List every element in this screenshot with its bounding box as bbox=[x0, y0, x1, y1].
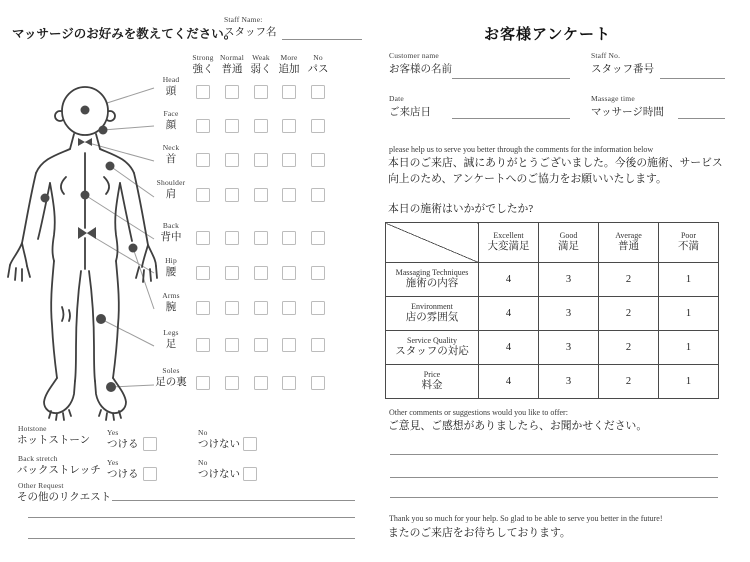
bodypart-label-en-legs: Legs bbox=[163, 328, 179, 337]
rating-col-jp: 満足 bbox=[558, 240, 579, 252]
checkbox-arms-more[interactable] bbox=[282, 301, 296, 315]
staff-no-label-jp: スタッフ番号 bbox=[591, 64, 654, 76]
checkbox-neck-normal[interactable] bbox=[225, 153, 239, 167]
field-customer-name bbox=[389, 52, 452, 76]
rating-cell-massaging-techniques-0[interactable]: 4 bbox=[479, 263, 539, 297]
checkbox-back-stretch-no[interactable] bbox=[243, 467, 257, 481]
bodypart-label-jp-hip: 腰 bbox=[165, 267, 177, 278]
bodypart-label-en-hip: Hip bbox=[165, 256, 177, 265]
rating-row-jp: 施術の内容 bbox=[405, 277, 459, 289]
other-request-input-line[interactable] bbox=[112, 500, 355, 501]
comments-label-jp: ご意見、ご感想がありましたら、お聞かせください。 bbox=[388, 420, 648, 432]
checkbox-hip-strong[interactable] bbox=[196, 266, 210, 280]
checkbox-shoulder-weak[interactable] bbox=[254, 188, 268, 202]
checkbox-soles-weak[interactable] bbox=[254, 376, 268, 390]
checkbox-head-strong[interactable] bbox=[196, 85, 210, 99]
checkbox-legs-more[interactable] bbox=[282, 338, 296, 352]
staff-no-input-line[interactable] bbox=[660, 78, 725, 79]
intensity-header-jp: 強く bbox=[192, 64, 214, 75]
rating-col-en: Average bbox=[615, 230, 642, 240]
bodypart-label-en-arms: Arms bbox=[162, 291, 180, 300]
bodypart-label-en-soles: Soles bbox=[162, 366, 180, 375]
bodypart-label-en-head: Head bbox=[162, 75, 180, 84]
checkbox-neck-weak[interactable] bbox=[254, 153, 268, 167]
checkbox-shoulder-no[interactable] bbox=[311, 188, 325, 202]
checkbox-neck-more[interactable] bbox=[282, 153, 296, 167]
rating-cell-price-3[interactable]: 1 bbox=[659, 365, 719, 399]
checkbox-legs-strong[interactable] bbox=[196, 338, 210, 352]
survey-intro-jp: 本日のご来店、誠にありがとうございました。今後の施術、サービス向上のため、アンケートへのご協力をお願いいたします。 bbox=[388, 157, 723, 185]
rating-cell-massaging-techniques-3[interactable]: 1 bbox=[659, 263, 719, 297]
comments-line-2[interactable] bbox=[390, 477, 718, 478]
rating-row-massaging-techniques bbox=[386, 263, 719, 297]
checkbox-face-more[interactable] bbox=[282, 119, 296, 133]
bodypart-label-jp-arms: 腕 bbox=[165, 302, 177, 313]
rating-col-en: Good bbox=[559, 230, 578, 240]
option-label-jp-back-stretch: バックストレッチ bbox=[17, 465, 101, 476]
customer-name-label-jp: お客様の名前 bbox=[389, 64, 452, 76]
checkbox-neck-no[interactable] bbox=[311, 153, 325, 167]
checkbox-face-weak[interactable] bbox=[254, 119, 268, 133]
rating-row-environment bbox=[386, 297, 719, 331]
intensity-header-en: No bbox=[313, 53, 323, 62]
rating-row-label bbox=[386, 365, 479, 399]
rating-cell-massaging-techniques-1[interactable]: 3 bbox=[539, 263, 599, 297]
massage-time-input-line[interactable] bbox=[678, 118, 725, 119]
massage-time-label-jp: マッサージ時間 bbox=[591, 107, 664, 119]
rating-col-en: Poor bbox=[680, 230, 697, 240]
checkbox-back-more[interactable] bbox=[282, 231, 296, 245]
date-input-line[interactable] bbox=[452, 118, 570, 119]
option-no-jp: つけない bbox=[198, 439, 240, 450]
option-no-en: No bbox=[198, 428, 208, 437]
checkbox-back-strong[interactable] bbox=[196, 231, 210, 245]
rating-col-poor bbox=[659, 223, 719, 263]
checkbox-face-no[interactable] bbox=[311, 119, 325, 133]
checkbox-arms-strong[interactable] bbox=[196, 301, 210, 315]
checkbox-head-no[interactable] bbox=[311, 85, 325, 99]
customer-name-input-line[interactable] bbox=[452, 78, 570, 79]
staff-name-label-en: Staff Name: bbox=[224, 15, 263, 24]
staff-name-label-jp: スタッフ名 bbox=[224, 27, 277, 38]
checkbox-hip-weak[interactable] bbox=[254, 266, 268, 280]
checkbox-neck-strong[interactable] bbox=[196, 153, 210, 167]
rating-row-en: Environment bbox=[411, 301, 453, 311]
checkbox-hip-more[interactable] bbox=[282, 266, 296, 280]
checkbox-face-normal[interactable] bbox=[225, 119, 239, 133]
rating-col-average bbox=[599, 223, 659, 263]
customer-name-label-en: Customer name bbox=[389, 51, 439, 60]
thanks-jp: またのご来店をお待ちしております。 bbox=[388, 527, 571, 539]
bodypart-label-jp-face: 顔 bbox=[165, 120, 177, 131]
intensity-header-en: More bbox=[280, 53, 298, 62]
checkbox-arms-normal[interactable] bbox=[225, 301, 239, 315]
rating-row-jp: 店の雰囲気 bbox=[405, 311, 459, 323]
checkbox-hotstone-no[interactable] bbox=[243, 437, 257, 451]
intensity-header-en: Weak bbox=[252, 53, 270, 62]
request-extra-line-2[interactable] bbox=[28, 538, 355, 539]
checkbox-back-normal[interactable] bbox=[225, 231, 239, 245]
body-diagram bbox=[6, 83, 158, 423]
thanks-en: Thank you so much for your help. So glad to be able to serve you better in the future! bbox=[389, 514, 663, 523]
bodypart-label-en-shoulder: Shoulder bbox=[156, 178, 186, 187]
rating-row-jp: スタッフの対応 bbox=[395, 345, 469, 357]
option-label-en-hotstone: Hotstone bbox=[18, 424, 47, 433]
checkbox-back-stretch-yes[interactable] bbox=[143, 467, 157, 481]
field-massage-time bbox=[591, 95, 664, 119]
option-label-en-back-stretch: Back stretch bbox=[18, 454, 58, 463]
rating-row-label bbox=[386, 297, 479, 331]
intensity-header-jp: 追加 bbox=[278, 64, 300, 75]
rating-diagonal-cell bbox=[386, 223, 479, 263]
checkbox-back-weak[interactable] bbox=[254, 231, 268, 245]
request-extra-line-1[interactable] bbox=[28, 517, 355, 518]
massage-time-label-en: Massage time bbox=[591, 94, 635, 103]
checkbox-shoulder-strong[interactable] bbox=[196, 188, 210, 202]
rating-col-jp: 普通 bbox=[618, 240, 639, 252]
checkbox-head-normal[interactable] bbox=[225, 85, 239, 99]
checkbox-soles-more[interactable] bbox=[282, 376, 296, 390]
comments-label-en: Other comments or suggestions would you like to offer: bbox=[389, 408, 568, 417]
rating-row-en: Service Quality bbox=[407, 335, 457, 345]
comments-line-3[interactable] bbox=[390, 497, 718, 498]
intensity-header-jp: 普通 bbox=[221, 64, 243, 75]
option-yes-en: Yes bbox=[107, 428, 119, 437]
checkbox-head-weak[interactable] bbox=[254, 85, 268, 99]
rating-cell-environment-1[interactable]: 3 bbox=[539, 297, 599, 331]
checkbox-soles-no[interactable] bbox=[311, 376, 325, 390]
rating-cell-environment-2[interactable]: 2 bbox=[599, 297, 659, 331]
checkbox-legs-weak[interactable] bbox=[254, 338, 268, 352]
bodypart-label-en-neck: Neck bbox=[162, 143, 180, 152]
rating-col-good bbox=[539, 223, 599, 263]
checkbox-arms-no[interactable] bbox=[311, 301, 325, 315]
rating-col-excellent bbox=[479, 223, 539, 263]
preference-title: マッサージのお好みを教えてください。 bbox=[12, 27, 237, 41]
rating-cell-environment-3[interactable]: 1 bbox=[659, 297, 719, 331]
rating-cell-price-2[interactable]: 2 bbox=[599, 365, 659, 399]
survey-title: お客様アンケート bbox=[483, 27, 612, 43]
intensity-header-jp: パス bbox=[307, 64, 329, 75]
bodypart-label-jp-head: 頭 bbox=[165, 86, 177, 97]
rating-cell-environment-0[interactable]: 4 bbox=[479, 297, 539, 331]
rating-row-label bbox=[386, 263, 479, 297]
comments-line-1[interactable] bbox=[390, 454, 718, 455]
intensity-header-en: Strong bbox=[192, 53, 214, 62]
checkbox-shoulder-normal[interactable] bbox=[225, 188, 239, 202]
bodypart-label-en-face: Face bbox=[163, 109, 179, 118]
rating-table bbox=[385, 222, 719, 399]
checkbox-hip-no[interactable] bbox=[311, 266, 325, 280]
checkbox-soles-normal[interactable] bbox=[225, 376, 239, 390]
rating-cell-service-quality-3[interactable]: 1 bbox=[659, 331, 719, 365]
other-request-label-en: Other Request bbox=[18, 481, 64, 490]
rating-header-row bbox=[386, 223, 719, 263]
checkbox-back-no[interactable] bbox=[311, 231, 325, 245]
rating-cell-service-quality-0[interactable]: 4 bbox=[479, 331, 539, 365]
date-label-en: Date bbox=[389, 94, 404, 103]
intensity-header-jp: 弱く bbox=[250, 64, 272, 75]
option-yes-jp: つける bbox=[107, 439, 139, 450]
rating-row-service-quality bbox=[386, 331, 719, 365]
field-date bbox=[389, 95, 431, 119]
rating-row-en: Massaging Techniques bbox=[395, 267, 469, 277]
staff-no-label-en: Staff No. bbox=[591, 51, 621, 60]
option-label-jp-hotstone: ホットストーン bbox=[17, 435, 91, 446]
rating-col-jp: 不満 bbox=[678, 240, 699, 252]
option-yes-en: Yes bbox=[107, 458, 119, 467]
rating-cell-price-0[interactable]: 4 bbox=[479, 365, 539, 399]
checkbox-face-strong[interactable] bbox=[196, 119, 210, 133]
intensity-header-en: Normal bbox=[219, 53, 245, 62]
other-request-label-jp: その他のリクエスト bbox=[17, 492, 112, 503]
checkbox-head-more[interactable] bbox=[282, 85, 296, 99]
bodypart-label-jp-legs: 足 bbox=[165, 339, 177, 350]
checkbox-legs-normal[interactable] bbox=[225, 338, 239, 352]
rating-cell-price-1[interactable]: 3 bbox=[539, 365, 599, 399]
rating-row-jp: 料金 bbox=[421, 379, 443, 391]
option-yes-jp: つける bbox=[107, 469, 139, 480]
rating-col-jp: 大変満足 bbox=[487, 240, 530, 252]
rating-row-label bbox=[386, 331, 479, 365]
checkbox-hotstone-yes[interactable] bbox=[143, 437, 157, 451]
bodypart-label-jp-shoulder: 肩 bbox=[165, 189, 177, 200]
survey-intro-en: please help us to serve you better through the comments for the information below bbox=[389, 145, 654, 154]
bodypart-label-jp-back: 背中 bbox=[160, 232, 182, 243]
option-no-jp: つけない bbox=[198, 469, 240, 480]
rating-cell-massaging-techniques-2[interactable]: 2 bbox=[599, 263, 659, 297]
survey-question: 本日の施術はいかがでしたか? bbox=[388, 203, 534, 215]
rating-col-en: Excellent bbox=[493, 230, 524, 240]
bodypart-label-jp-neck: 首 bbox=[165, 154, 177, 165]
staff-name-input-line[interactable] bbox=[282, 39, 362, 40]
checkbox-hip-normal[interactable] bbox=[225, 266, 239, 280]
bodypart-label-en-back: Back bbox=[162, 221, 180, 230]
rating-row-en: Price bbox=[423, 369, 441, 379]
bodypart-label-jp-soles: 足の裏 bbox=[155, 377, 187, 388]
date-label-jp: ご来店日 bbox=[389, 107, 431, 119]
option-no-en: No bbox=[198, 458, 208, 467]
rating-cell-service-quality-1[interactable]: 3 bbox=[539, 331, 599, 365]
pressure-point-dots bbox=[41, 106, 138, 393]
checkbox-arms-weak[interactable] bbox=[254, 301, 268, 315]
checkbox-legs-no[interactable] bbox=[311, 338, 325, 352]
field-staff-no bbox=[591, 52, 654, 76]
checkbox-shoulder-more[interactable] bbox=[282, 188, 296, 202]
rating-row-price bbox=[386, 365, 719, 399]
rating-cell-service-quality-2[interactable]: 2 bbox=[599, 331, 659, 365]
checkbox-soles-strong[interactable] bbox=[196, 376, 210, 390]
